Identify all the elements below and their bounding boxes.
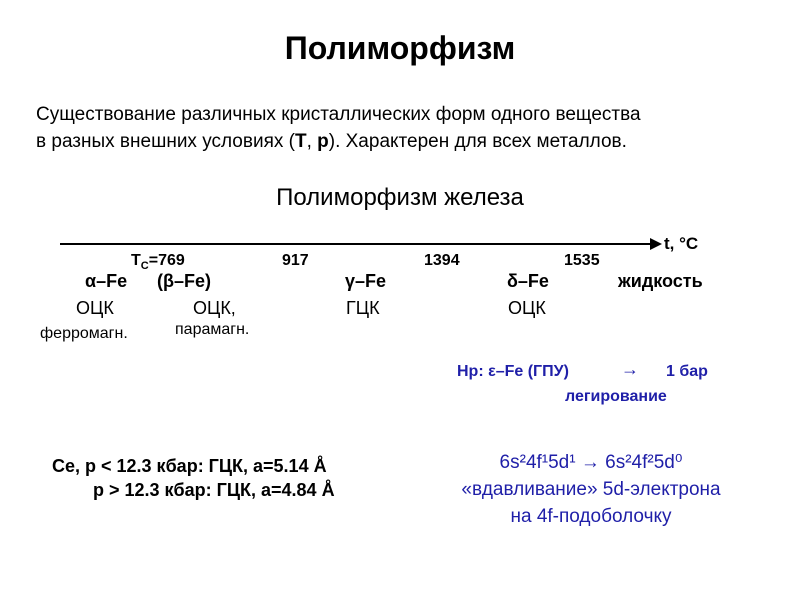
high-pressure-text: Hp: ε–Fe (ГПУ)	[457, 363, 569, 380]
right-arrow-icon: →	[621, 359, 639, 379]
intro-T: T	[294, 131, 307, 152]
electron-configuration-note	[412, 449, 770, 530]
electron-subshell-line: на 4f-подоболочку	[510, 506, 672, 527]
temperature-axis-line	[60, 243, 652, 245]
cerium-line-2: p > 12.3 кбар: ГЦК, a=4.84 Å	[93, 480, 335, 500]
phase-liquid: жидкость	[618, 271, 703, 291]
intro-text	[36, 101, 776, 155]
tick-917: 917	[282, 252, 309, 269]
tick-1535: 1535	[564, 252, 600, 269]
phase-gamma-fe: γ–Fe	[345, 271, 387, 291]
section-subtitle: Полиморфизм железа	[276, 184, 524, 211]
axis-arrowhead-icon	[650, 238, 662, 250]
high-pressure-phase	[457, 359, 708, 381]
intro-p: p	[317, 131, 329, 152]
page-title: Полиморфизм	[284, 30, 516, 66]
magnetism-alpha: ферромагн.	[40, 325, 128, 342]
phase-beta-fe: (β–Fe)	[157, 271, 211, 291]
tick-curie: $T_C=769$	[131, 252, 185, 273]
electron-squeeze-line: «вдавливание» 5d-электрона	[461, 479, 721, 500]
lattice-delta: ОЦК	[508, 298, 546, 318]
axis-label: t, °C	[664, 234, 699, 253]
cerium-line-1: Ce, p < 12.3 кбар: ГЦК, a=5.14 Å	[52, 456, 327, 476]
lattice-beta: ОЦК,	[193, 298, 236, 318]
lattice-alpha: ОЦК	[76, 298, 114, 318]
tick-1394: 1394	[424, 252, 460, 269]
magnetism-beta: парамагн.	[175, 321, 250, 338]
high-pressure-value: 1 бар	[666, 363, 708, 380]
intro-line-2: в разных внешних условиях (T, p). Характерен для всех металлов.	[36, 131, 627, 152]
phase-delta-fe: δ–Fe	[507, 271, 549, 291]
alloying-note: легирование	[565, 388, 667, 405]
electron-config-line: 6s²4f¹5d¹ → 6s²4f²5d⁰	[499, 452, 683, 473]
phase-alpha-fe: α–Fe	[85, 271, 128, 291]
lattice-gamma: ГЦК	[346, 298, 380, 318]
intro-line-1: Существование различных кристаллических форм одного вещества	[36, 104, 641, 125]
